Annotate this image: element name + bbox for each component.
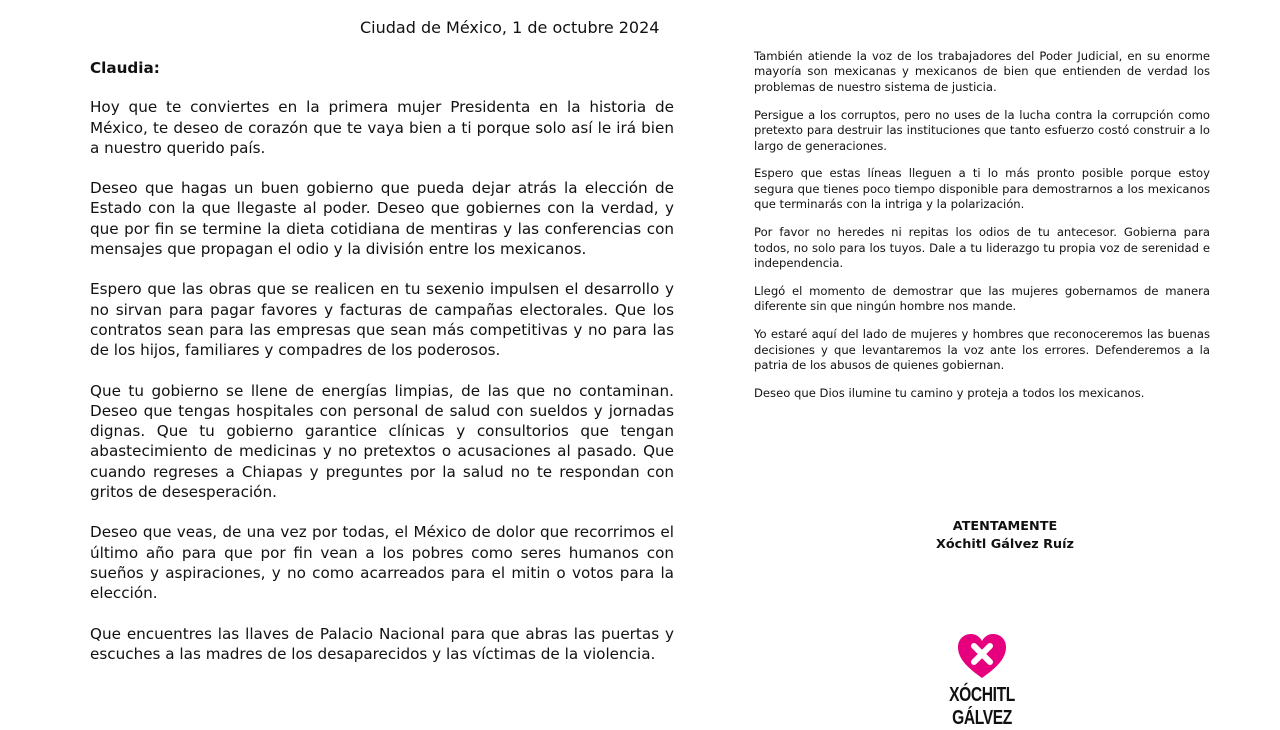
paragraph: Llegó el momento de demostrar que las mujeres gobernamos de manera diferente sin que ningún hombre nos mande. xyxy=(754,283,1210,314)
salutation: Claudia: xyxy=(90,59,160,77)
closing-text: ATENTAMENTE xyxy=(952,519,1058,534)
paragraph: Por favor no heredes ni repitas los odios de tu antecesor. Gobierna para todos, no solo para los tuyos. Dale a tu liderazgo tu propia voz de serenidad e independencia. xyxy=(754,225,1210,270)
signature-block xyxy=(880,518,1130,554)
letter-left-column xyxy=(90,58,674,684)
letter-date: Ciudad de México, 1 de octubre 2024 xyxy=(360,18,660,37)
paragraph: Que tu gobierno se llene de energías limpias, de las que no contaminan. Deseo que tengas hospitales con personal de salud con sueldos y jornadas dignas. Que tu gobierno garantice clínicas y consultorios que tengan abastecimiento de medicinas y no pretextos o acusaciones al pasado. Que cuando regreses a Chiapas y preguntes por la salud no te respondan con gritos de desesperación. xyxy=(90,381,674,502)
logo-text: XÓCHITL GÁLVEZ xyxy=(949,684,1015,729)
paragraph: Espero que las obras que se realicen en tu sexenio impulsen el desarrollo y no sirvan para pagar favores y facturas de campañas electorales. Que los contratos sean para las empresas que sean más competitivas y no para las de los hijos, familiares y compadres de los poderosos. xyxy=(90,280,674,360)
heart-x-icon xyxy=(956,632,1008,680)
letter-right-column xyxy=(754,49,1210,414)
paragraph: Yo estaré aquí del lado de mujeres y hombres que reconoceremos las buenas decisiones y que levantaremos la voz ante los errores. Defenderemos a la patria de los abusos de quienes gobiernan. xyxy=(754,327,1210,372)
paragraph: Deseo que hagas un buen gobierno que pueda dejar atrás la elección de Estado con la que llegaste al poder. Deseo que gobiernes con la verdad, y que por fin se termine la dieta cotidiana de mentiras y las conferencias con mensajes que propagan el odio y la división entre los mexicanos. xyxy=(90,179,674,259)
paragraph: Deseo que veas, de una vez por todas, el México de dolor que recorrimos el último año para que por fin vean a los pobres como seres humanos con sueños y aspiraciones, y no como acarreados para el mitin o votos para la elección. xyxy=(90,523,674,603)
paragraph: Espero que estas líneas lleguen a ti lo más pronto posible porque estoy segura que tienes poco tiempo disponible para demostrarnos a los mexicanos que terminarás con la intriga y la polarización. xyxy=(754,166,1210,212)
paragraph: Que encuentres las llaves de Palacio Nacional para que abras las puertas y escuches a las madres de los desaparecidos y las víctimas de la violencia. xyxy=(90,624,674,663)
signature-name: Xóchitl Gálvez Ruíz xyxy=(936,537,1074,552)
paragraph: Deseo que Dios ilumine tu camino y proteja a todos los mexicanos. xyxy=(754,385,1145,400)
campaign-logo xyxy=(900,632,1064,730)
paragraph: Hoy que te conviertes en la primera mujer Presidenta en la historia de México, te deseo de corazón que te vaya bien a ti porque solo así le irá bien a nuestro querido país. xyxy=(90,98,674,157)
paragraph: También atiende la voz de los trabajadores del Poder Judicial, en su enorme mayoría son mexicanas y mexicanos de bien que entienden de verdad los problemas de nuestro sistema de justicia. xyxy=(754,49,1210,94)
paragraph: Persigue a los corruptos, pero no uses de la lucha contra la corrupción como pretexto para destruir las instituciones que tanto esfuerzo costó construir a lo largo de generaciones. xyxy=(754,107,1210,153)
